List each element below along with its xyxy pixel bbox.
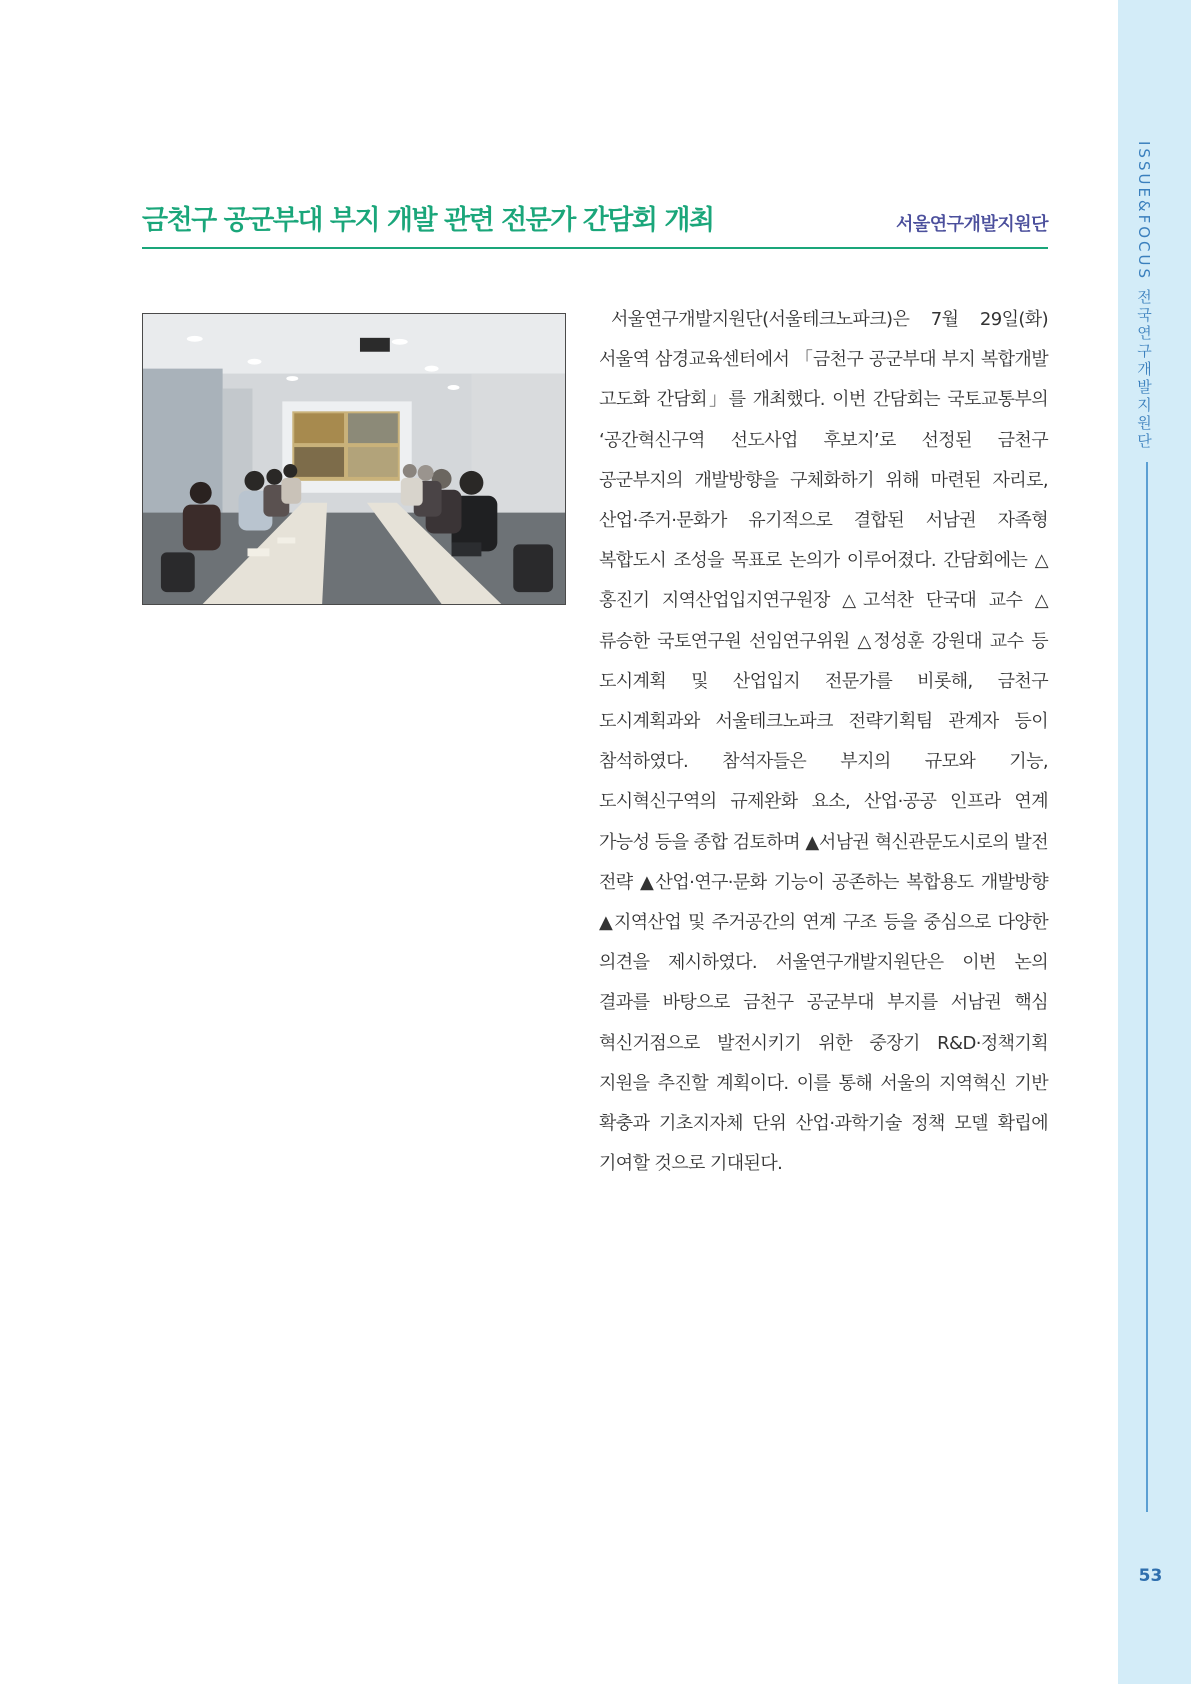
side-band [1118,0,1191,1684]
article-title: 금천구 공군부대 부지 개발 관련 전문가 간담회 개최 [142,205,714,236]
org-name: 서울연구개발지원단 [896,214,1048,235]
meeting-photo [142,313,566,605]
page-number: 53 [1138,1566,1163,1586]
title-divider [142,247,1048,249]
side-divider [1146,462,1148,1512]
meeting-photo-icon [143,314,565,604]
article-body: 서울연구개발지원단(서울테크노파크)은 7월 29일(화) 서울역 삼경교육센터에서 「금천구 공군부대 부지 복합개발 고도화 간담회」를 개최했다. 이번 간담회는 국토교통부의 ‘공간혁신구역 선도사업 후보지’로 선정된 금천구 공군부지의 개발방향을 구체화하기 위해 마련된 자리로, 산업·주거·문화가 유기적으로 결합된 서남권 자족형 복합도시 조성을 목표로 논의가 이루어졌다. 간담회에는 △홍진기 지역산업입지연구원장 △고석찬 단국대 교수 △류승한 국토연구원 선임연구위원 △정성훈 강원대 교수 등 도시계획 및 산업입지 전문가를 비롯해, 금천구 도시계획과와 서울테크노파크 전략기획팀 관계자 등이 참석하였다. 참석자들은 부지의 규모와 기능, 도시혁신구역의 규제완화 요소, 산업·공공 인프라 연계 가능성 등을 종합 검토하며 ▲서남권 혁신관문도시로의 발전 전략 ▲산업·연구·문화 기능이 공존하는 복합용도 개발방향 ▲지역산업 및 주거공간의 연계 구조 등을 중심으로 다양한 의견을 제시하였다. 서울연구개발지원단은 이번 논의 결과를 바탕으로 금천구 공군부대 부지를 서남권 핵심 혁신거점으로 발전시키기 위한 중장기 R&D·정책기획 지원을 추진할 계획이다. 이를 통해 서울의 지역혁신 기반 확충과 기초지자체 단위 산업·과학기술 정책 모델 확립에 기여할 것으로 기대된다. [599,309,1048,1175]
section-label: ISSUE&FOCUS 전국연구개발지원단 [1135,141,1153,451]
